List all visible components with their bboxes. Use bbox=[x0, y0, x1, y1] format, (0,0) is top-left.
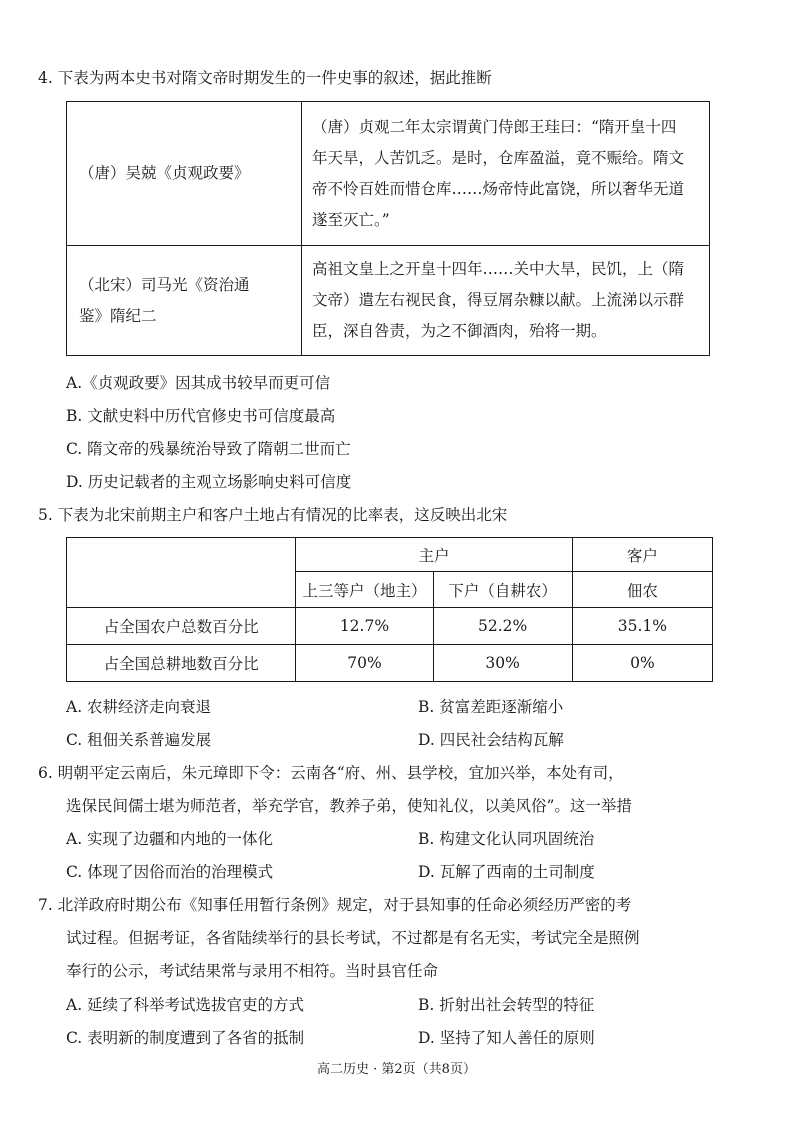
cell-value: 12.7% bbox=[296, 608, 433, 645]
option-d[interactable]: D. 历史记载者的主观立场影响史料可信度 bbox=[66, 473, 352, 491]
subheader-tenant: 佃农 bbox=[572, 572, 712, 608]
question-7-stem-line: 奉行的公示，考试结果常与录用不相符。当时县官任命 bbox=[66, 962, 439, 980]
page-footer: 高二历史 · 第2页（共8页） bbox=[317, 1062, 476, 1077]
option-a[interactable]: A.《贞观政要》因其成书较早而更可信 bbox=[66, 374, 331, 392]
option-d[interactable]: D. 四民社会结构瓦解 bbox=[418, 731, 564, 749]
cell-value: 0% bbox=[572, 645, 712, 682]
text-line: 遂至灭亡。” bbox=[312, 210, 390, 229]
table-row bbox=[67, 645, 713, 682]
option-c[interactable]: C. 表明新的制度遭到了各省的抵制 bbox=[66, 1029, 305, 1047]
option-b[interactable]: B. 折射出社会转型的特征 bbox=[418, 996, 595, 1014]
question-4-stem: 4. 下表为两本史书对隋文帝时期发生的一件史事的叙述，据此推断 bbox=[38, 69, 492, 87]
option-c[interactable]: C. 体现了因俗而治的治理模式 bbox=[66, 863, 274, 881]
cell-value: 70% bbox=[296, 645, 433, 682]
cell-value: 30% bbox=[433, 645, 572, 682]
cell-value: 35.1% bbox=[572, 608, 712, 645]
text-line: （唐）贞观二年太宗谓黄门侍郎王珪曰：“隋开皇十四 bbox=[312, 117, 677, 136]
question-7-stem-line: 试过程。但据考证，各省陆续举行的县长考试，不过都是有名无实，考试完全是照例 bbox=[66, 929, 640, 947]
subheader-yeoman: 下户（自耕农） bbox=[433, 572, 572, 608]
question-6-stem-line: 选保民间儒士堪为师范者，举充学官，教养子弟，使知礼仪，以美风俗”。这一举措 bbox=[66, 797, 632, 815]
group-header-zhuhu: 主户 bbox=[296, 538, 572, 572]
source-cell bbox=[67, 102, 302, 246]
source-line: （北宋）司马光《资治通 bbox=[79, 275, 250, 294]
option-a[interactable]: A. 农耕经济走向衰退 bbox=[66, 698, 212, 716]
text-cell bbox=[302, 246, 710, 356]
table-row bbox=[67, 102, 710, 246]
option-a[interactable]: A. 延续了科举考试选拔官吏的方式 bbox=[66, 996, 305, 1014]
source-line: 鉴》隋纪二 bbox=[79, 306, 157, 325]
table-row bbox=[67, 608, 713, 645]
option-b[interactable]: B. 文献史料中历代官修史书可信度最高 bbox=[66, 407, 336, 425]
table-row bbox=[67, 246, 710, 356]
group-header-kehu: 客户 bbox=[572, 538, 712, 572]
row-label: 占全国总耕地数百分比 bbox=[67, 645, 296, 682]
text-line: 帝不怜百姓而惜仓库……炀帝恃此富饶，所以奢华无道 bbox=[312, 179, 685, 198]
option-d[interactable]: D. 瓦解了西南的土司制度 bbox=[418, 863, 595, 881]
option-c[interactable]: C. 租佃关系普遍发展 bbox=[66, 731, 212, 749]
option-b[interactable]: B. 构建文化认同巩固统治 bbox=[418, 830, 595, 848]
cell-value: 52.2% bbox=[433, 608, 572, 645]
row-label: 占全国农户总数百分比 bbox=[67, 608, 296, 645]
text-line: 文帝）遣左右视民食，得豆屑杂糠以献。上流涕以示群 bbox=[312, 291, 685, 309]
question-7-stem: 7. 北洋政府时期公布《知事任用暂行条例》规定，对于县知事的任命必须经历严密的考 bbox=[38, 896, 632, 914]
table-header-row bbox=[67, 538, 713, 572]
text-line: 高祖文皇上之开皇十四年……关中大旱，民饥，上（隋 bbox=[312, 260, 685, 278]
text-cell bbox=[302, 102, 710, 246]
option-c[interactable]: C. 隋文帝的残暴统治导致了隋朝二世而亡 bbox=[66, 440, 351, 458]
question-4-table bbox=[66, 101, 710, 356]
question-5-stem: 5. 下表为北宋前期主户和客户土地占有情况的比率表，这反映出北宋 bbox=[38, 506, 508, 524]
source-label: （唐）吴兢《贞观政要》 bbox=[79, 164, 250, 182]
question-5-table bbox=[66, 537, 713, 682]
empty-header-cell bbox=[67, 538, 296, 608]
option-b[interactable]: B. 贫富差距逐渐缩小 bbox=[418, 698, 564, 716]
text-line: 年天旱，人苦饥乏。是时，仓库盈溢，竟不赈给。隋文 bbox=[312, 148, 685, 167]
subheader-landlord: 上三等户（地主） bbox=[296, 572, 433, 608]
text-line: 臣，深自咎责，为之不御酒肉，殆将一期。 bbox=[312, 322, 607, 340]
source-cell bbox=[67, 246, 302, 356]
option-d[interactable]: D. 坚持了知人善任的原则 bbox=[418, 1029, 595, 1047]
option-a[interactable]: A. 实现了边疆和内地的一体化 bbox=[66, 830, 274, 848]
question-6-stem: 6. 明朝平定云南后，朱元璋即下令：云南各“府、州、县学校，宜加兴举，本处有司， bbox=[38, 764, 624, 782]
